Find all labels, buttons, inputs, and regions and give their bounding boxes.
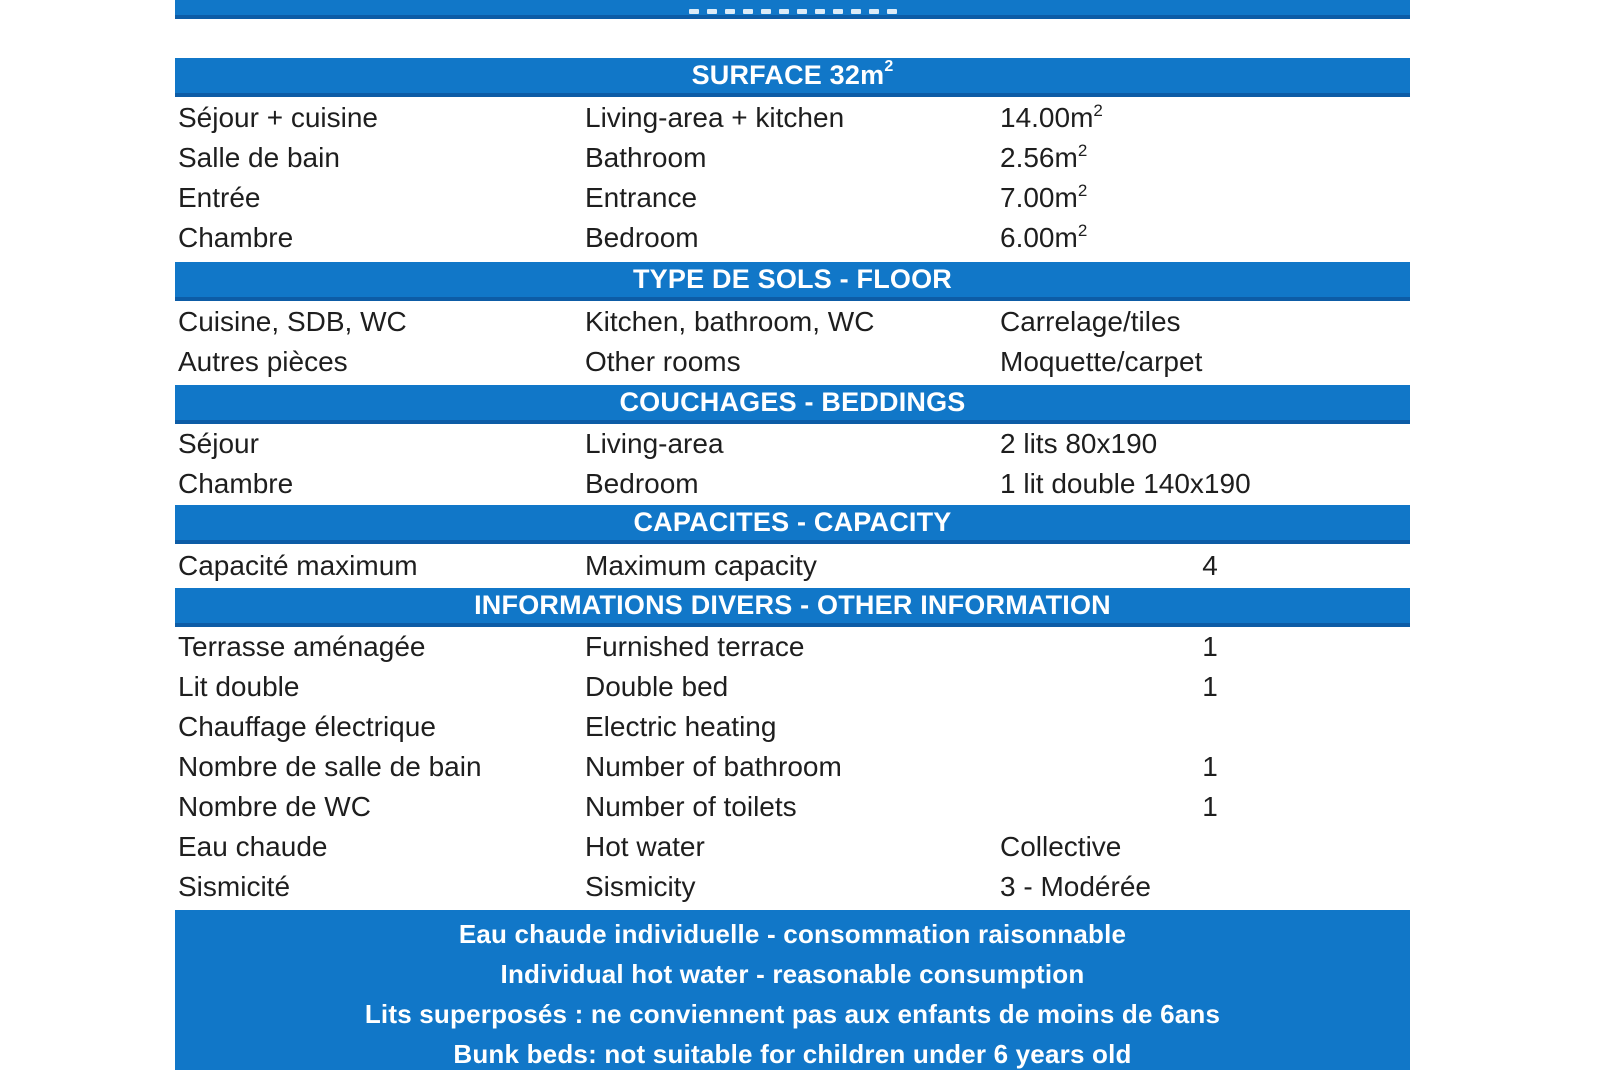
table-row xyxy=(175,867,1410,907)
superscript: 2 xyxy=(1077,141,1088,160)
text-fragment xyxy=(887,9,897,14)
text-fragment xyxy=(689,9,699,14)
label-fr: Séjour xyxy=(178,428,259,459)
table-row xyxy=(175,464,1410,504)
table-row xyxy=(175,302,1410,342)
label-en: Maximum capacity xyxy=(585,550,817,581)
superscript: 2 xyxy=(884,57,894,75)
floor-rows xyxy=(175,302,1410,382)
section-header-other-information xyxy=(175,588,1410,627)
label-en: Number of bathroom xyxy=(585,751,842,782)
label-fr: Cuisine, SDB, WC xyxy=(178,306,407,337)
section-header-surface xyxy=(175,58,1410,97)
value: Moquette/carpet xyxy=(1000,346,1203,377)
text-fragment xyxy=(833,9,843,14)
text-fragment xyxy=(725,9,735,14)
table-row xyxy=(175,546,1410,586)
value-number: 1 xyxy=(1202,631,1218,662)
section-title: COUCHAGES - BEDDINGS xyxy=(619,387,966,417)
section-title: SURFACE 32m xyxy=(691,60,885,90)
label-fr: Lit double xyxy=(178,671,300,702)
value-number: 1 xyxy=(1202,671,1218,702)
value: Collective xyxy=(1000,831,1122,862)
section-title: INFORMATIONS DIVERS - OTHER INFORMATION xyxy=(474,590,1111,620)
table-row xyxy=(175,667,1410,707)
section-header-floor xyxy=(175,262,1410,301)
surface-rows xyxy=(175,98,1410,258)
label-fr: Nombre de salle de bain xyxy=(178,751,482,782)
label-fr: Capacité maximum xyxy=(178,550,418,581)
label-en: Kitchen, bathroom, WC xyxy=(585,306,875,337)
label-fr: Entrée xyxy=(178,182,261,213)
value xyxy=(1000,182,1087,214)
label-fr: Chauffage électrique xyxy=(178,711,436,742)
table-row xyxy=(175,827,1410,867)
info-table xyxy=(175,0,1410,1070)
label-fr: Autres pièces xyxy=(178,346,348,377)
footer-note-fr: Lits superposés : ne conviennent pas aux enfants de moins de 6ans xyxy=(364,999,1221,1029)
footer-note-en: Bunk beds: not suitable for children under 6 years old xyxy=(453,1039,1132,1069)
section-header-beddings xyxy=(175,385,1410,424)
label-en: Number of toilets xyxy=(585,791,797,822)
value xyxy=(1000,142,1087,174)
label-fr: Chambre xyxy=(178,468,294,499)
table-row xyxy=(175,342,1410,382)
value-number: 1 xyxy=(1202,751,1218,782)
footer-note-en: Individual hot water - reasonable consumption xyxy=(500,959,1085,989)
superscript: 2 xyxy=(1093,101,1103,120)
value: Carrelage/tiles xyxy=(1000,306,1181,337)
label-en: Living-area + kitchen xyxy=(585,102,845,133)
superscript: 2 xyxy=(1077,221,1088,240)
value-number: 1 xyxy=(1202,791,1218,822)
label-en: Electric heating xyxy=(585,711,777,742)
other-information-rows xyxy=(175,627,1410,907)
value xyxy=(1000,222,1087,254)
superscript: 2 xyxy=(1077,181,1088,200)
section-title: CAPACITES - CAPACITY xyxy=(633,507,952,537)
label-en: Furnished terrace xyxy=(585,631,805,662)
text-fragment xyxy=(797,9,807,14)
truncated-title-bar xyxy=(175,0,1410,19)
footer-note-fr: Eau chaude individuelle - consommation raisonnable xyxy=(458,919,1127,949)
label-fr: Eau chaude xyxy=(178,831,328,862)
table-row xyxy=(175,707,1410,747)
label-en: Bedroom xyxy=(585,468,699,499)
table-row xyxy=(175,424,1410,464)
label-fr: Sismicité xyxy=(178,871,291,902)
bedding-rows xyxy=(175,424,1410,504)
label-en: Hot water xyxy=(585,831,705,862)
capacity-rows xyxy=(175,546,1410,586)
value-number: 4 xyxy=(1202,550,1218,581)
value: 2 lits 80x190 xyxy=(1000,428,1158,459)
notes-footer xyxy=(175,910,1410,1070)
label-fr: Terrasse aménagée xyxy=(178,631,426,662)
value-text: 2.56m xyxy=(1000,142,1078,173)
text-fragment xyxy=(743,9,753,14)
label-fr: Nombre de WC xyxy=(178,791,371,822)
label-en: Living-area xyxy=(585,428,724,459)
table-row xyxy=(175,98,1410,138)
table-row xyxy=(175,138,1410,178)
section-title: TYPE DE SOLS - FLOOR xyxy=(632,264,953,294)
label-en: Other rooms xyxy=(585,346,741,377)
label-en: Bathroom xyxy=(585,142,707,173)
label-en: Double bed xyxy=(585,671,729,702)
text-fragment xyxy=(869,9,879,14)
table-row xyxy=(175,747,1410,787)
label-fr: Séjour + cuisine xyxy=(178,102,379,133)
value: 1 lit double 140x190 xyxy=(1000,468,1251,499)
label-en: Sismicity xyxy=(585,871,696,902)
table-row xyxy=(175,218,1410,258)
label-en: Bedroom xyxy=(585,222,699,253)
value-text: 7.00m xyxy=(1000,182,1078,213)
text-fragment xyxy=(851,9,861,14)
label-fr: Chambre xyxy=(178,222,294,253)
text-fragment xyxy=(761,9,771,14)
table-row xyxy=(175,627,1410,667)
text-fragment xyxy=(707,9,717,14)
text-fragment xyxy=(779,9,789,14)
value-text: 6.00m xyxy=(1000,222,1078,253)
truncated-title-text-fragments xyxy=(175,9,1410,14)
value xyxy=(1000,102,1103,134)
label-fr: Salle de bain xyxy=(178,142,340,173)
table-row xyxy=(175,178,1410,218)
text-fragment xyxy=(815,9,825,14)
label-en: Entrance xyxy=(585,182,698,213)
section-header-capacity xyxy=(175,505,1410,544)
value-text: 14.00m xyxy=(1000,102,1094,133)
table-row xyxy=(175,787,1410,827)
value: 3 - Modérée xyxy=(1000,871,1151,902)
